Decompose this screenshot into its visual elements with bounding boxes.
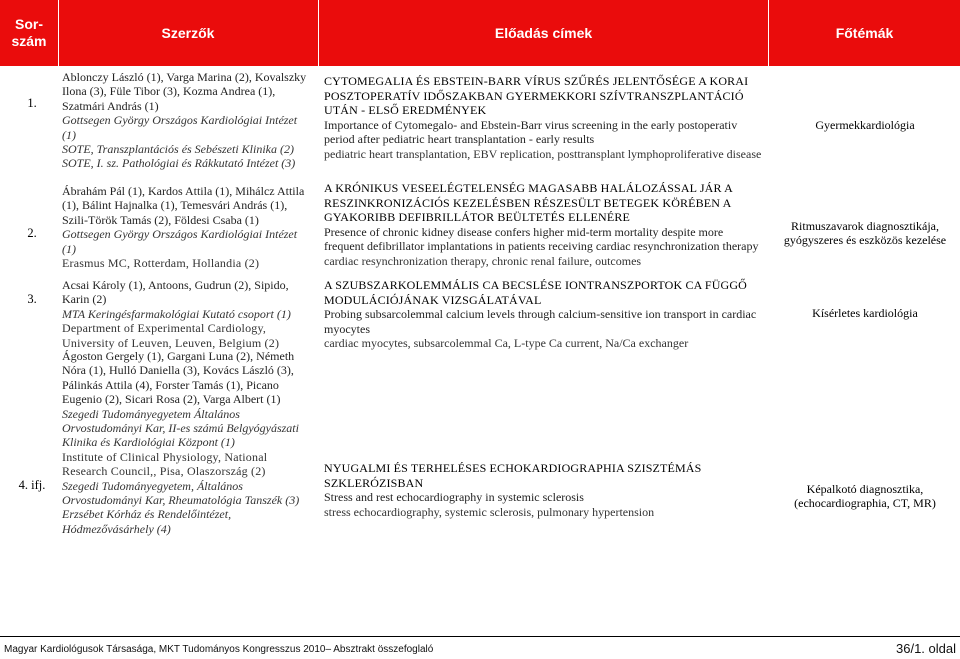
talk-english-title: Stress and rest echocardiography in systemic sclerosis	[324, 490, 584, 505]
table-header	[0, 0, 960, 66]
talk-keywords: pediatric heart transplantation, EBV replication, posttransplant lymphoproliferative disease	[324, 146, 762, 161]
talk-title: NYUGALMI ÉS TERHELÉSES ECHOKARDIOGRAPHIA SZISZTÉMÁS SZKLERÓZISBAN	[324, 461, 702, 490]
author-list: Acsai Károly (1), Antoons, Gudrun (2), Sipido, Karin (2)	[62, 278, 289, 307]
row-number: 1.	[27, 96, 37, 110]
row-number: 2.	[27, 226, 37, 240]
header-authors: Szerzők	[161, 24, 215, 41]
talk-keywords: cardiac myocytes, subsarcolemmal Ca, L-type Ca current, Na/Ca exchanger	[324, 336, 689, 351]
talk-cell	[324, 278, 764, 351]
affiliation: Gottsegen György Országos Kardiológiai Intézet (1)	[62, 227, 298, 256]
topic-cell: Gyermekkardiológia	[815, 118, 915, 132]
row-number: 4. ifj.	[18, 478, 46, 492]
talk-cell	[324, 461, 764, 519]
author-list: Ágoston Gergely (1), Gargani Luna (2), Németh Nóra (1), Hulló Daniella (3), Kovács László (3), Pálinkás Attila (4), Forster Tamás (1), Picano Eugenio (2), Sicari Rosa (2), Varga Albert (1)	[62, 349, 295, 407]
talk-keywords: stress echocardiography, systemic sclerosis, pulmonary hypertension	[324, 504, 655, 519]
talk-title: CYTOMEGALIA ÉS EBSTEIN-BARR VÍRUS SZŰRÉS JELENTŐSÉGE A KORAI POSZTOPERATÍV IDŐSZAKBAN GYERMEKKORI SZÍVTRANSZPLANTÁCIÓ UTÁN - ELSŐ EREDMÉNYEK	[324, 74, 749, 118]
footer-divider	[0, 636, 960, 637]
talk-english-title: Importance of Cytomegalo- and Ebstein-Barr virus screening in the early postoperativ period after pediatric heart transplantation - early results	[324, 117, 738, 147]
talk-cell	[324, 181, 764, 269]
topic-cell: Ritmuszavarok diagnosztikája, gyógyszeres és eszközös kezelése	[783, 219, 947, 248]
header-number: Sor-szám	[11, 16, 47, 49]
affiliation: MTA Keringésfarmakológiai Kutató csoport (1)	[62, 306, 291, 321]
affiliation: Erzsébet Kórház és Rendelőintézet, Hódmezővásárhely (4)	[62, 507, 232, 536]
topic-cell: Kísérletes kardiológia	[812, 306, 918, 320]
talk-title: A KRÓNIKUS VESEELÉGTELENSÉG MAGASABB HALÁLOZÁSSAL JÁR A RESZINKRONIZÁCIÓS KEZELÉSBEN RÉSZESÜLT BETEGEK KÖRÉBEN A GYAKORIBB DEFIBRILLÁTOR BEÜLTETÉS ELLENÉRE	[324, 181, 733, 225]
talk-english-title: Probing subsarcolemmal calcium levels through calcium-sensitive ion transport in cardiac myocytes	[324, 307, 757, 336]
talk-keywords: cardiac resynchronization therapy, chronic renal failure, outcomes	[324, 253, 642, 268]
authors-cell	[62, 349, 310, 536]
affiliation: Erasmus MC, Rotterdam, Hollandia (2)	[62, 256, 260, 271]
affiliation: Institute of Clinical Physiology, National Research Council,, Pisa, Olaszország (2)	[62, 449, 268, 479]
header-talks: Előadás címek	[494, 24, 593, 41]
talk-english-title: Presence of chronic kidney disease confers higher mid-term mortality despite more frequent defibrillator implantations in patients receiving cardiac resynchronization therapy	[324, 224, 759, 254]
affiliation: Department of Experimental Cardiology, University of Leuven, Leuven, Belgium (2)	[62, 321, 280, 350]
authors-cell	[62, 70, 310, 171]
affiliation: SOTE, Transzplantációs és Sebészeti Klinika (2)	[62, 142, 294, 157]
authors-cell	[62, 184, 310, 270]
page-number: 36/1. oldal	[896, 641, 956, 656]
row-number: 3.	[27, 292, 37, 306]
talk-title: A SZUBSZARKOLEMMÁLIS CA BECSLÉSE IONTRANSZPORTOK CA FÜGGŐ MODULÁCIÓJÁNAK VIZSGÁLATÁVAL	[324, 278, 747, 307]
header-topic: Főtémák	[835, 24, 894, 41]
authors-cell	[62, 278, 310, 350]
affiliation: SOTE, I. sz. Pathológiai és Rákkutató Intézet (3)	[62, 156, 296, 171]
author-list: Ablonczy László (1), Varga Marina (2), Kovalszky Ilona (3), Füle Tibor (3), Kozma Andrea (1), Szatmári András (1)	[62, 70, 307, 113]
affiliation: Szegedi Tudományegyetem, Általános Orvostudományi Kar, Rheumatológia Tanszék (3)	[62, 478, 300, 508]
author-list: Ábrahám Pál (1), Kardos Attila (1), Mihálcz Attila (1), Bálint Hajnalka (1), Temesvári András (1), Szili-Török Tamás (2), Földesi Csaba (1)	[62, 184, 305, 227]
topic-cell: Képalkotó diagnosztika, (echocardiographia, CT, MR)	[794, 482, 936, 511]
affiliation: Gottsegen György Országos Kardiológiai Intézet (1)	[62, 113, 298, 142]
affiliation: Szegedi Tudományegyetem Általános Orvostudományi Kar, II-es számú Belgyógyászati Klinika és Kardiológiai Központ (1)	[62, 406, 299, 450]
footer-text: Magyar Kardiológusok Társasága, MKT Tudományos Kongresszus 2010– Absztrakt összefoglaló	[4, 644, 434, 655]
talk-cell	[324, 74, 764, 162]
